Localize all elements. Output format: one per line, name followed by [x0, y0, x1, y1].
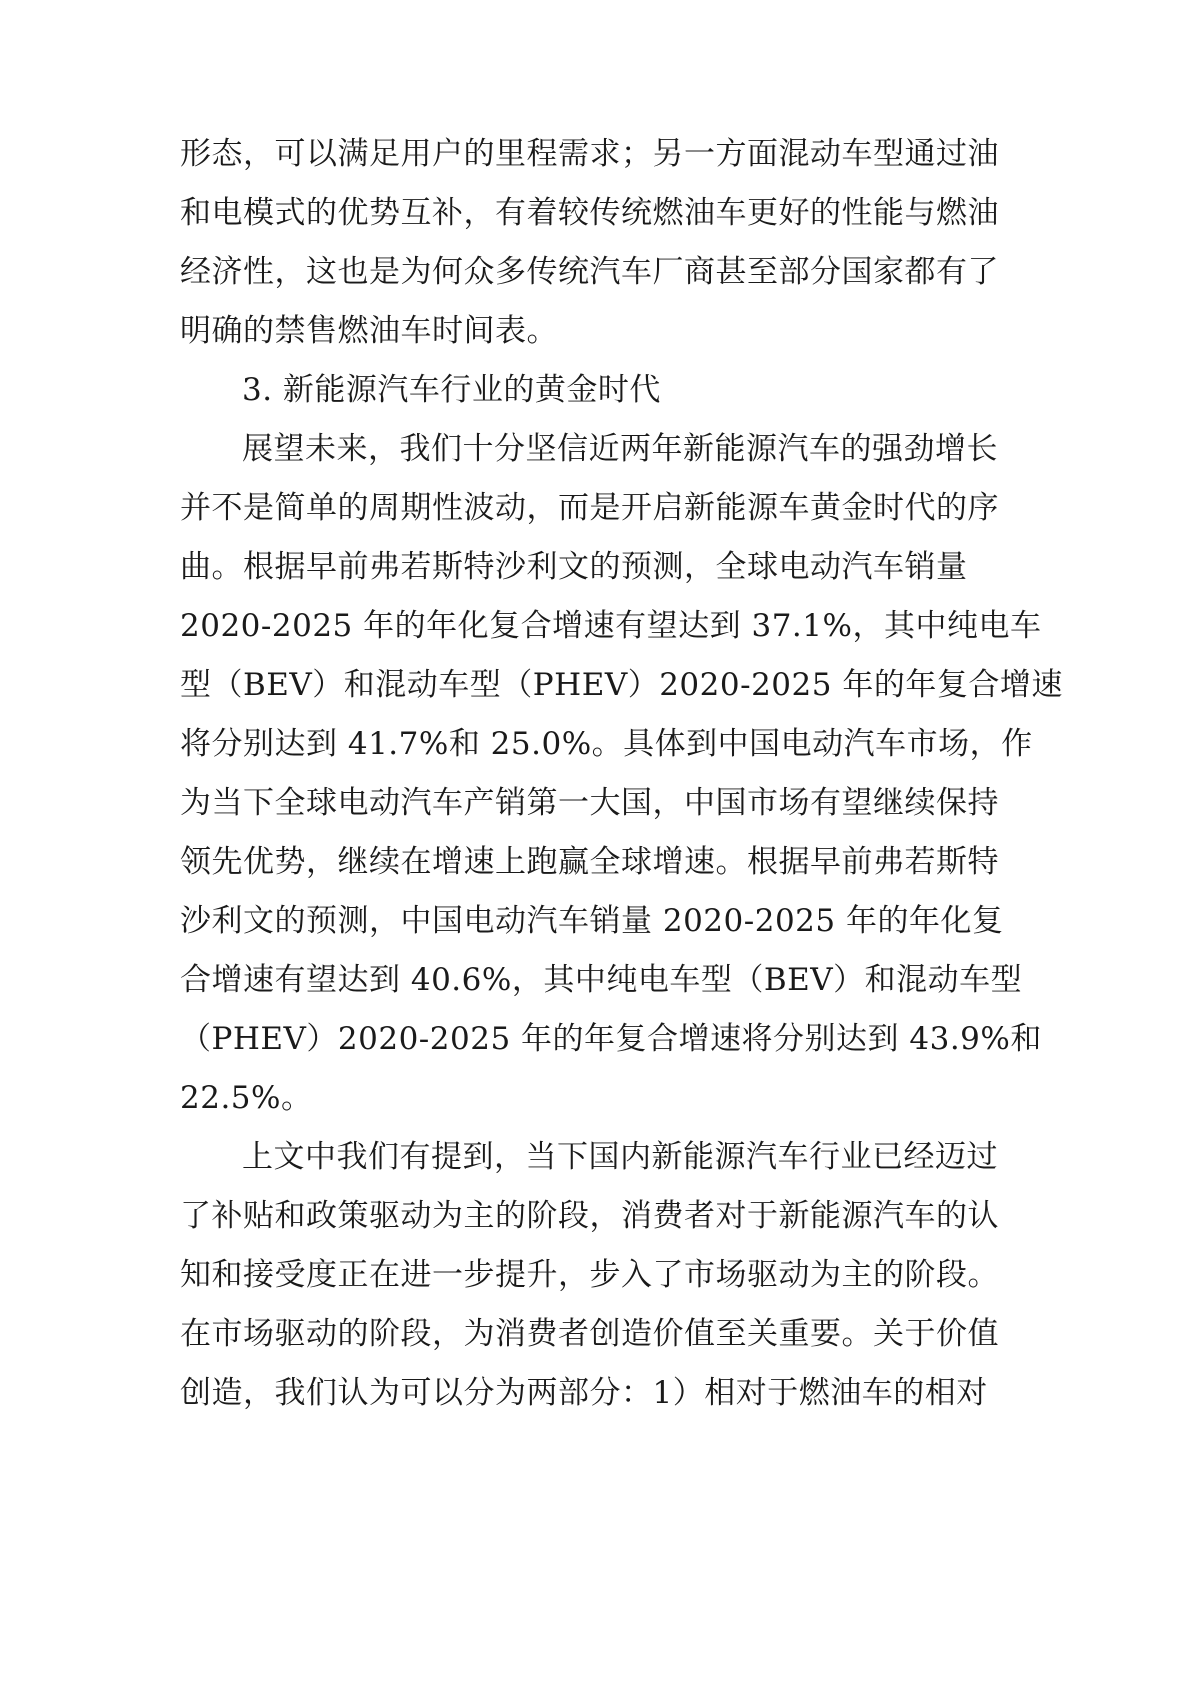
text-line: 创造，我们认为可以分为两部分：1）相对于燃油车的相对 — [180, 1375, 988, 1411]
text-line: 为当下全球电动汽车产销第一大国，中国市场有望继续保持 — [180, 785, 999, 821]
text-line: 型（BEV）和混动车型（PHEV）2020-2025 年的年复合增速 — [180, 667, 1063, 703]
text-line: 了补贴和政策驱动为主的阶段，消费者对于新能源汽车的认 — [180, 1198, 999, 1234]
text-line: 明确的禁售燃油车时间表。 — [180, 313, 558, 349]
text-line: 合增速有望达到 40.6%，其中纯电车型（BEV）和混动车型 — [180, 962, 1023, 998]
text-line: 22.5%。 — [180, 1080, 313, 1116]
text-line: 沙利文的预测，中国电动汽车销量 2020-2025 年的年化复 — [180, 903, 1004, 939]
text-line: 在市场驱动的阶段，为消费者创造价值至关重要。关于价值 — [180, 1316, 999, 1352]
text-line: 和电模式的优势互补，有着较传统燃油车更好的性能与燃油 — [180, 195, 999, 231]
text-line: 2020-2025 年的年化复合增速有望达到 37.1%，其中纯电车 — [180, 608, 1042, 644]
text-line: 曲。根据早前弗若斯特沙利文的预测，全球电动汽车销量 — [180, 549, 968, 585]
section-heading: 3. 新能源汽车行业的黄金时代 — [242, 372, 661, 408]
text-line: 展望未来，我们十分坚信近两年新能源汽车的强劲增长 — [242, 431, 998, 467]
text-line: 上文中我们有提到，当下国内新能源汽车行业已经迈过 — [242, 1139, 998, 1175]
text-line: 领先优势，继续在增速上跑赢全球增速。根据早前弗若斯特 — [180, 844, 999, 880]
text-line: 并不是简单的周期性波动，而是开启新能源车黄金时代的序 — [180, 490, 999, 526]
text-line: 形态，可以满足用户的里程需求；另一方面混动车型通过油 — [180, 136, 999, 172]
text-line: 将分别达到 41.7%和 25.0%。具体到中国电动汽车市场，作 — [180, 726, 1033, 762]
text-line: （PHEV）2020-2025 年的年复合增速将分别达到 43.9%和 — [180, 1021, 1042, 1057]
text-line: 经济性，这也是为何众多传统汽车厂商甚至部分国家都有了 — [180, 254, 999, 290]
text-line: 知和接受度正在进一步提升，步入了市场驱动为主的阶段。 — [180, 1257, 999, 1293]
